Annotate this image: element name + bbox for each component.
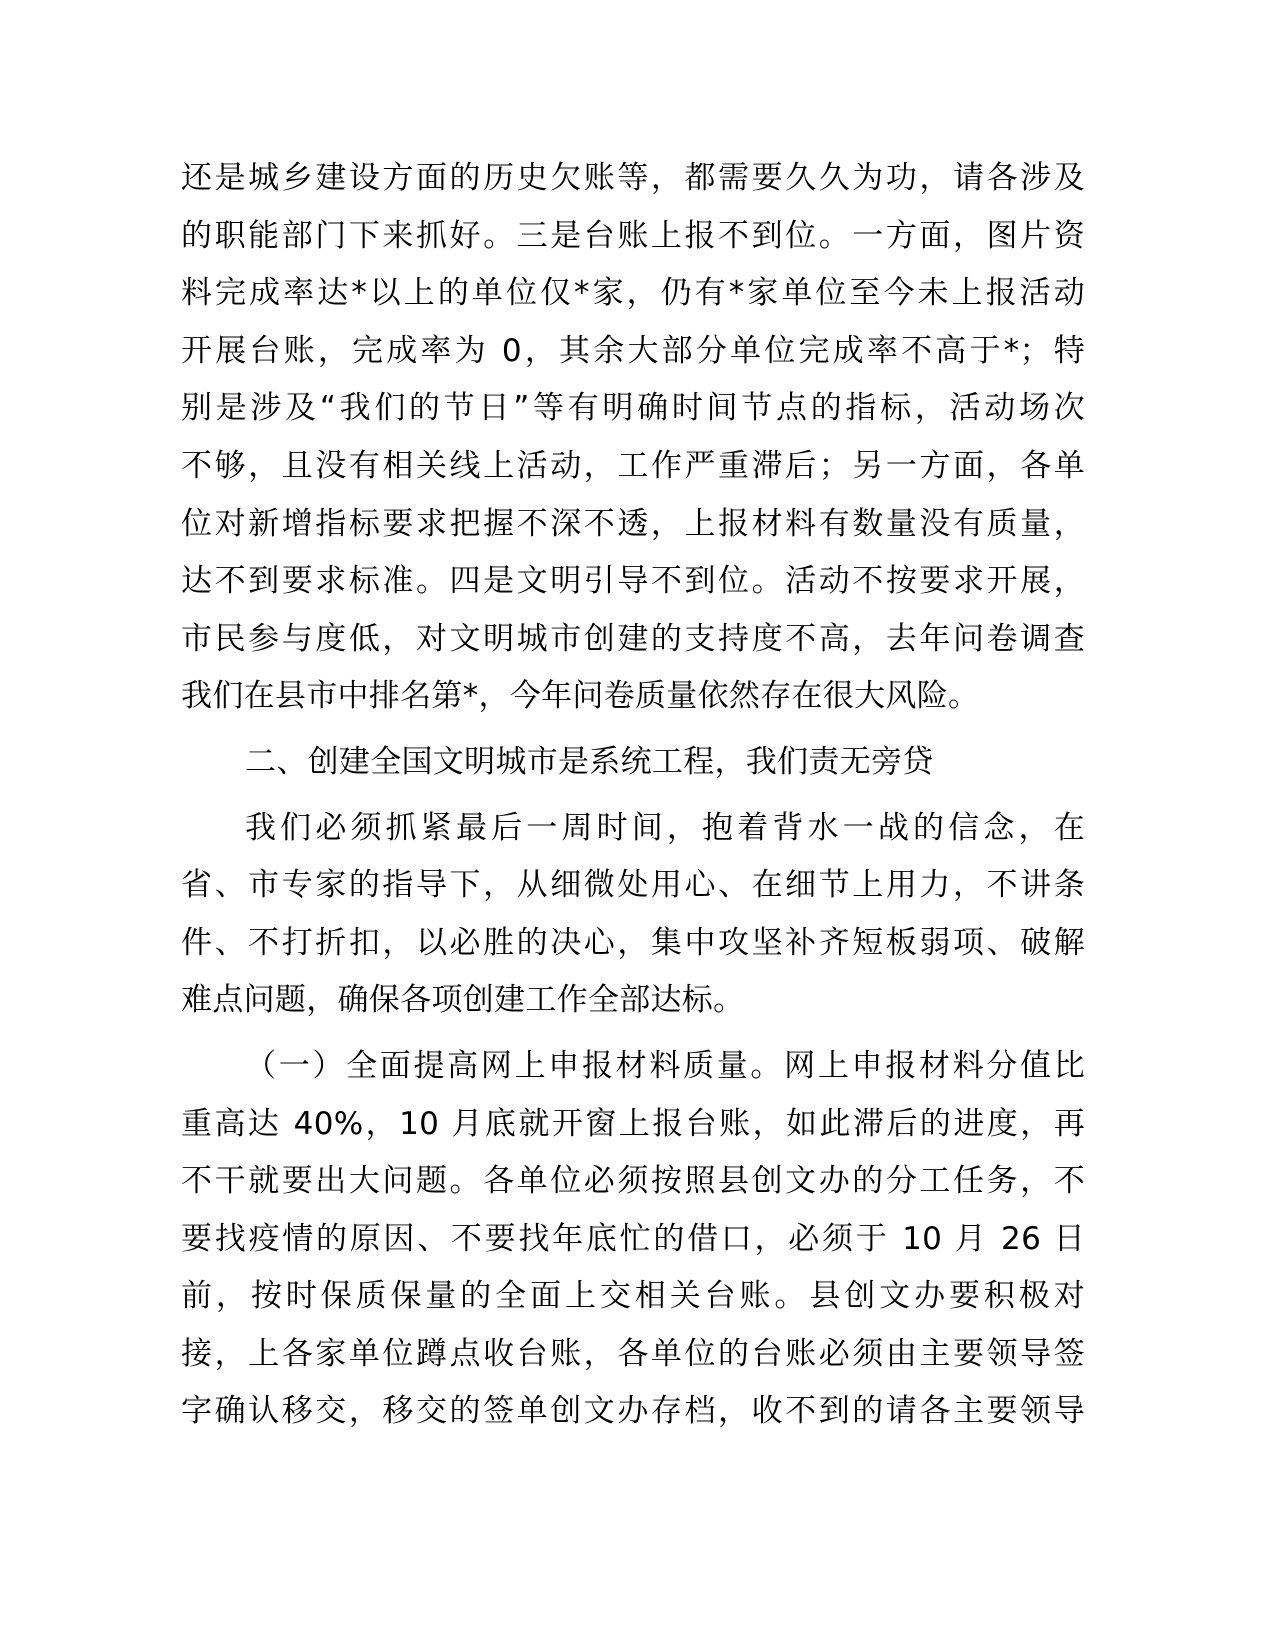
text-line: 位对新增指标要求把握不深不透，上报材料有数量没有质量，: [181, 505, 1085, 542]
text-line: 达不到要求标准。四是文明引导不到位。活动不按要求开展，: [181, 563, 1085, 600]
text-line: 别是涉及“我们的节日”等有明确时间节点的指标，活动场次: [181, 390, 1085, 427]
text-line: 件、不打折扣，以必胜的决心，集中攻坚补齐短板弱项、破解: [181, 924, 1085, 961]
text-line: 不干就要出大问题。各单位必须按照县创文办的分工任务，不: [181, 1163, 1085, 1200]
text-line: 料完成率达*以上的单位仅*家，仍有*家单位至今未上报活动: [181, 275, 1085, 312]
text-line: 开展台账，完成率为 0，其余大部分单位完成率不高于*；特: [181, 332, 1085, 369]
section-heading: 二、创建全国文明城市是系统工程，我们责无旁贷: [245, 743, 934, 780]
paragraph-final-week: [181, 800, 1085, 1030]
text-line: 市民参与度低，对文明城市创建的支持度不高，去年问卷调查: [181, 620, 1085, 657]
text-line: 前，按时保质保量的全面上交相关台账。县创文办要积极对: [181, 1278, 1085, 1315]
text-line: 接，上各家单位蹲点收台账，各单位的台账必须由主要领导签: [181, 1335, 1085, 1372]
text-line: 难点问题，确保各项创建工作全部达标。: [181, 982, 745, 1019]
text-line: （一）全面提高网上申报材料质量。网上申报材料分值比: [245, 1047, 1085, 1084]
text-line: 还是城乡建设方面的历史欠账等，都需要久久为功，请各涉及: [181, 160, 1085, 196]
text-line: 重高达 40%，10 月底就开窗上报台账，如此滞后的进度，再: [181, 1105, 1085, 1142]
text-line: 要找疫情的原因、不要找年底忙的借口，必须于 10 月 26 日: [181, 1220, 1085, 1257]
text-line: 我们必须抓紧最后一周时间，抱着背水一战的信念，在: [245, 809, 1085, 846]
paragraph-history-debts: [181, 150, 1085, 726]
text-line: 我们在县市中排名第*，今年问卷质量依然存在很大风险。: [181, 678, 980, 715]
text-line: 不够，且没有相关线上活动，工作严重滞后；另一方面，各单: [181, 447, 1085, 484]
text-line: 的职能部门下来抓好。三是台账上报不到位。一方面，图片资: [181, 217, 1085, 254]
document-page: [181, 150, 1085, 1441]
text-line: 省、市专家的指导下，从细微处用心、在细节上用力，不讲条: [181, 867, 1085, 904]
paragraph-online-materials: [181, 1038, 1085, 1441]
text-line: 字确认移交，移交的签单创文办存档，收不到的请各主要领导: [181, 1393, 1085, 1430]
